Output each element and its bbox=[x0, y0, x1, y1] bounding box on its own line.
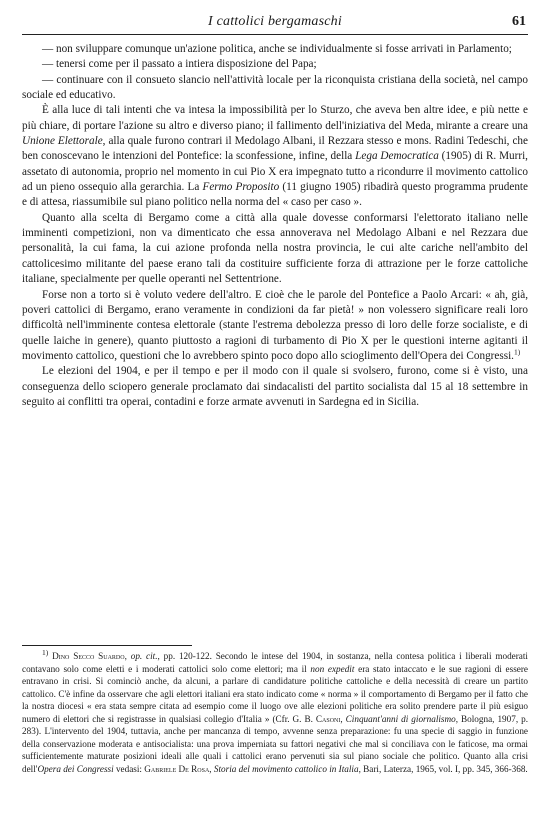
paragraph-text: , alla quale furono contrari il Medolago Albani, il Rezzara stesso e mons. Radini Tedeschi, che ben conoscevano le intenzioni del Pontefice: la sconfessione, infine, della bbox=[22, 135, 528, 163]
author-name: Dino Secco Suardo bbox=[52, 651, 125, 661]
italic-term: op. cit. bbox=[130, 651, 158, 661]
page-number: 61 bbox=[512, 14, 526, 29]
paragraph-elezioni: Le elezioni del 1904, e per il tempo e per il modo con il quale si svolsero, furono, come si è visto, una conseguenza dello sciopero generale proclamato dai sindacalisti del partito socialista dal 15 al 18 settembre in seguito ai conflitti tra operai, contadini e forze armate avvenuti in Sardegna ed in Sicilia. bbox=[22, 365, 528, 408]
footnote-reference[interactable]: 1) bbox=[513, 347, 521, 357]
running-title: I cattolici bergamaschi bbox=[208, 14, 342, 29]
footnote-text: , bbox=[340, 713, 346, 724]
paragraph-text: È alla luce di tali intenti che va intesa la impossibilità per lo Sturzo, che aveva ben altre idee, e più nette e più chiare, di portare l'azione su altro e diverso piano; il fallimento dell'iniziativa del Meda, mirante a creare una bbox=[22, 104, 528, 132]
paragraph-bergamo: Quanto alla scelta di Bergamo come a città alla quale dovesse conformarsi l'elettorato italiano nelle imminenti competizioni, non va dimenticato che essa annoverava nel Medolago Albani e nel Rezzara due personalità, la cui fama, la cui azione profonda nella nostra provincia, le cui alte cariche nell'ambito del cattolicesimo militante del paese erano tali da costituire sufficiente forza di attrazione per le forze cattoliche italiane, specialmente per quelle operanti nel Settentrione. bbox=[22, 211, 528, 286]
italic-term: Lega Democratica bbox=[355, 150, 439, 163]
paragraph-text: Forse non a torto si è voluto vedere dell'altro. E cioè che le parole del Pontefice a Paolo Arcari: « ah, già, poveri cattolici di Bergamo, erano veramente in condizioni da far pietà! » non volessero significare reali loro difficoltà nell'imminente contesa elettorale (stante l'estrema debolezza presso di loro delle forze socialiste, e di quelle laiche in genere), quanto piuttosto a ragioni di turbamento di Pio X per le questioni interne agitanti il movimento cattolico, questioni che lo avrebbero spinto poco dopo allo scioglimento dell'Opera dei Congressi. bbox=[22, 288, 528, 362]
book-title: Cinquant'anni di giornalismo bbox=[345, 713, 456, 724]
paragraph-text: (1905) di R. Murri, assetato di autonomia, proprio nel momento in cui Pio X era impegnato tutto a ricondurre il movimento cattolico ad un pieno ossequio alla gerarchia. La bbox=[22, 150, 528, 194]
book-title: Opera dei Congressi bbox=[37, 763, 114, 774]
paragraph-sturzo bbox=[22, 103, 528, 210]
footnote-1: $^{1)}$ Dino Secco Suardo, op. cit., pp. 120-122. Secondo le intese del 1904, in sostanza, nella contesa politica i liberali moderati contavano solo come eletti e i moderati cattolici solo come elettori; ma il non expedit era stato intaccato e le sue ragioni di essere entravano in crisi. Si cominciò anche, da alcuni, a parlare di candidature politiche cattoliche e della necessità di creare un partito cattolico. C'è infine da osservare che agli elettori italiani era stato indicato come « norma » il comportamento di Bergamo per il fatto che la nostra diocesi « era stata sempre citata ad esempio come il luogo ove alle elezioni politiche era solito prendere parte il più esiguo numero di elettori che si registrasse in qualsiasi collegio d'Italia » (Cfr. G. B. Casoni, Cinquant'anni di giornalismo, Bologna, 1907, p. 283). L'intervento del 1904, tuttavia, anche per mancanza di tempo, avvenne senza preparazione: fu una specie di saggio in funzione della conservazione moderata e antisocialista: una prova imperniata su fattori negativi che mal si conciliava con le faticose, ma ormai sufficientemente maturate posizioni ideali alle quali i cattolici erano pervenuti sia sul piano sociale che politico. Quanto alla crisi dell'Opera dei Congressi vedasi: Gabriele De Rosa, Storia del movimento cattolico in Italia, Bari, Laterza, 1965, vol. I, pp. 345, 366-368. bbox=[22, 647, 529, 774]
list-item-2: — tenersi come per il passato a intiera disposizione del Papa; bbox=[42, 58, 317, 71]
footnotes bbox=[22, 647, 529, 775]
footnote-divider bbox=[22, 645, 192, 646]
running-header bbox=[22, 14, 528, 35]
author-name: Casoni bbox=[315, 713, 341, 724]
footnote-text: , Bologna, 1907, p. 283). L'intervento del 1904, tuttavia, anche per mancanza di tempo, avvenne senza preparazione: fu una specie di saggio in funzione della conservazione moderata e antisocialista: una prova imperniata su fattori negativi che mal si conciliava con le faticose, ma ormai sufficientemente maturate posizioni ideali alle quali i cattolici erano pervenuti sia sul piano sociale che politico. Quanto alla crisi dell' bbox=[22, 713, 529, 774]
body-text bbox=[22, 42, 528, 410]
footnote-text: , Bari, Laterza, 1965, vol. I, pp. 345, 366-368. bbox=[358, 763, 528, 774]
paragraph-text: (11 giugno 1905) ribadirà questo programma prudente e di attesa, riassumibile sul piano politico nella norma del « caso per caso ». bbox=[22, 181, 528, 209]
footnote-text: , bbox=[209, 763, 214, 774]
italic-term: Unione Elettorale bbox=[22, 135, 103, 148]
footnote-text: vedasi: bbox=[113, 763, 145, 774]
list-item-1: — non sviluppare comunque un'azione politica, anche se individualmente si fosse arrivati in Parlamento; bbox=[42, 43, 512, 55]
paragraph-arcari bbox=[22, 288, 528, 365]
footnote-text: era stato intaccato e le sue ragioni di essere entravano in crisi. Si cominciò anche, da alcuni, a parlare di candidature politiche cattoliche e della necessità di creare un partito cattolico. C'è infine da osservare che agli elettori italiani era stato indicato come « norma » il comportamento di Bergamo per il fatto che la nostra diocesi « era stata sempre citata ad esempio come il luogo ove alle elezioni politiche era solito prendere parte il più esiguo numero di elettori che si registrasse in qualsiasi collegio d'Italia » (Cfr. G. B. bbox=[22, 663, 529, 724]
author-name: Gabriele De Rosa bbox=[144, 763, 210, 774]
footnote-text: , pp. 120-122. Secondo le intese del 1904, in sostanza, nella contesa politica i liberali moderati contavano solo come eletti e i moderati cattolici solo come elettori; ma il bbox=[22, 651, 528, 674]
italic-term: Fermo Proposito bbox=[202, 181, 280, 194]
footnote-marker: 1) bbox=[42, 647, 49, 657]
book-title: Storia del movimento cattolico in Italia bbox=[213, 763, 359, 774]
italic-term: non expedit bbox=[310, 663, 355, 674]
list-item-3: — continuare con il consueto slancio nell'attività locale per la riconquista cristiana della società, nel campo sociale ed educativo. bbox=[22, 73, 528, 102]
